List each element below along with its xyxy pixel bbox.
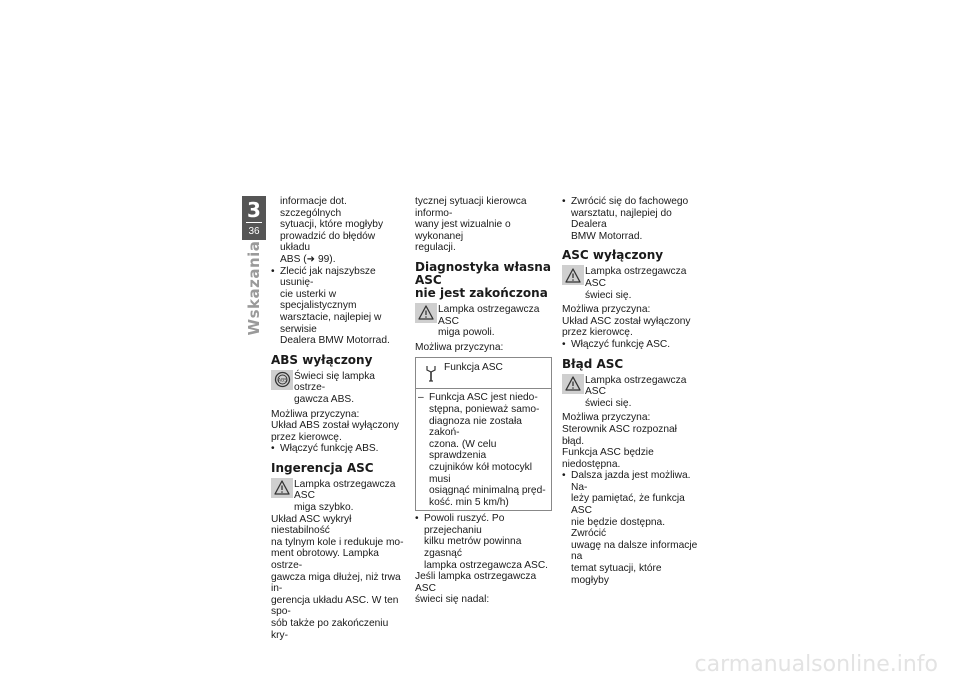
heading-asc-error: Błąd ASC: [562, 356, 624, 371]
text-line: gerencja układu ASC. W ten spo-: [271, 594, 399, 618]
bullet-item: [562, 470, 700, 586]
svg-text:ABS: ABS: [277, 378, 287, 384]
text-line: Funkcja ASC będzie niedostępna.: [562, 447, 654, 470]
page-number: 36: [248, 226, 260, 237]
text-line: Dealera BMW Motorrad.: [280, 335, 390, 347]
heading-asc-off: ASC wyłączony: [562, 248, 664, 263]
text-line: prowadzić do błędów układu: [280, 230, 376, 254]
heading-abs-off: ABS wyłączony: [271, 352, 373, 367]
triangle-warning-icon: [415, 303, 437, 323]
text-line: czujników kół motocykl musi: [429, 461, 533, 485]
text-line: – Funkcja ASC jest niedo-: [429, 392, 538, 404]
warning-block: [415, 303, 552, 339]
cause-label: Możliwa przyczyna:: [562, 412, 651, 424]
text-line: • Dalsza jazda jest możliwa. Na-: [571, 470, 691, 493]
warning-block: [271, 478, 406, 514]
bullet-item: [271, 266, 406, 347]
heading-asc-diagnosis: [415, 261, 552, 300]
warning-block: [562, 265, 700, 301]
text-line: informacje dot. szczególnych: [280, 196, 347, 219]
text-line: nie będzie dostępna. Zwrócić: [571, 516, 666, 540]
text-line: Sterownik ASC rozpoznał błąd.: [562, 423, 677, 447]
text-line: miga szybko.: [294, 502, 354, 514]
text-line: • Zlecić jak najszybsze usunię-: [280, 265, 376, 289]
cause-label: Możliwa przyczyna:: [271, 408, 360, 420]
column-2: [415, 196, 552, 606]
heading-line: nie jest zakończona: [415, 285, 548, 300]
dash-item: [416, 392, 548, 508]
section-label: Wskazania: [245, 240, 263, 336]
column-3: [562, 196, 700, 586]
chapter-number: 3: [247, 198, 261, 222]
text-line: świeci się.: [585, 397, 632, 409]
text-line: Układ ABS został wyłączony: [271, 420, 399, 432]
text-line: na tylnym kole i redukuje mo-: [271, 536, 404, 548]
text-line: wany jest wizualnie o wykonanej: [415, 219, 511, 242]
text-line: świeci się nadal:: [415, 594, 490, 606]
text-line: kilku metrów powinna zgasnąć: [424, 536, 522, 560]
text-line: sób także po zakończeniu kry-: [271, 618, 389, 641]
text-line: • Włączyć funkcję ASC.: [571, 338, 671, 350]
text-line: Lampka ostrzegawcza ASC: [294, 478, 396, 502]
continued-text: [271, 196, 406, 266]
text-line: stępna, ponieważ samo-: [429, 403, 540, 415]
text-line: tycznej sytuacji kierowca informo-: [415, 196, 527, 219]
tab-divider: [246, 222, 262, 223]
triangle-warning-icon: [271, 478, 293, 498]
text-line: lampka ostrzegawcza ASC.: [424, 559, 549, 571]
text-line: • Włączyć funkcję ABS.: [280, 443, 379, 455]
text-line: Lampka ostrzegawcza ASC: [585, 266, 687, 289]
bullet-item: [562, 339, 700, 351]
info-table-title: Funkcja ASC: [444, 362, 503, 374]
bullet-item: [415, 513, 552, 571]
text-line: sytuacji, które mogłyby: [280, 219, 384, 231]
text-line: osiągnąć minimalną pręd-: [429, 485, 546, 497]
bullet-item: [271, 443, 406, 455]
text-line: gawcza miga dłużej, niż trwa in-: [271, 571, 401, 595]
text-line: gawcza ABS.: [294, 393, 355, 405]
watermark: carmanualsonline.info: [694, 652, 938, 677]
text-line: • Zwrócić się do fachowego: [571, 196, 689, 207]
text-line: warsztatu, najlepiej do Dealera: [571, 207, 672, 231]
text-line: cie usterki w specjalistycznym: [280, 288, 357, 312]
heading-asc-intervention: Ingerencja ASC: [271, 460, 374, 475]
text-line: temat sytuacji, które mogłyby: [571, 563, 662, 586]
text-line: Układ ASC wykrył niestabilność: [271, 513, 352, 537]
chapter-tab: [242, 196, 266, 240]
text-line: czona. (W celu sprawdzenia: [429, 438, 497, 462]
bullet-item: [562, 196, 700, 242]
text-line: uwagę na dalsze informacje na: [571, 539, 698, 563]
text-line: Lampka ostrzegawcza ASC: [438, 303, 540, 327]
text-line: Lampka ostrzegawcza ASC: [585, 374, 687, 398]
text-line: przez kierowcę.: [562, 327, 633, 339]
text-line: przez kierowcę.: [271, 431, 342, 443]
text-line: • Powoli ruszyć. Po przejechaniu: [424, 513, 505, 536]
text-line: diagnoza nie została zakoń-: [429, 415, 522, 439]
cause-label: Możliwa przyczyna:: [562, 304, 651, 316]
info-table: [415, 357, 552, 511]
text-line: świeci się.: [585, 289, 632, 301]
cause-label: Możliwa przyczyna:: [415, 341, 504, 353]
text-line: leży pamiętać, że funkcja ASC: [571, 493, 685, 517]
text-line: miga powoli.: [438, 327, 495, 339]
text-line: Jeśli lampka ostrzegawcza ASC: [415, 571, 537, 594]
warning-block: [562, 374, 700, 410]
text-line: ABS (➜ 99).: [280, 253, 336, 265]
info-table-header: [416, 358, 551, 389]
triangle-warning-icon: [562, 374, 584, 394]
text-line: Świeci się lampka ostrze-: [294, 370, 375, 394]
triangle-warning-icon: [562, 265, 584, 285]
abs-warning-icon: [271, 370, 293, 390]
text-line: kość. min 5 km/h): [429, 496, 509, 508]
wrench-icon: [425, 364, 437, 388]
column-1: [271, 196, 406, 641]
text-line: warsztacie, najlepiej w serwisie: [280, 311, 382, 335]
text-line: regulacji.: [415, 242, 456, 254]
text-line: ment obrotowy. Lampka ostrze-: [271, 548, 379, 572]
text-line: BMW Motorrad.: [571, 230, 643, 242]
heading-line: Diagnostyka własna ASC: [415, 259, 551, 287]
text-line: Układ ASC został wyłączony: [562, 315, 691, 327]
warning-block: [271, 370, 406, 406]
